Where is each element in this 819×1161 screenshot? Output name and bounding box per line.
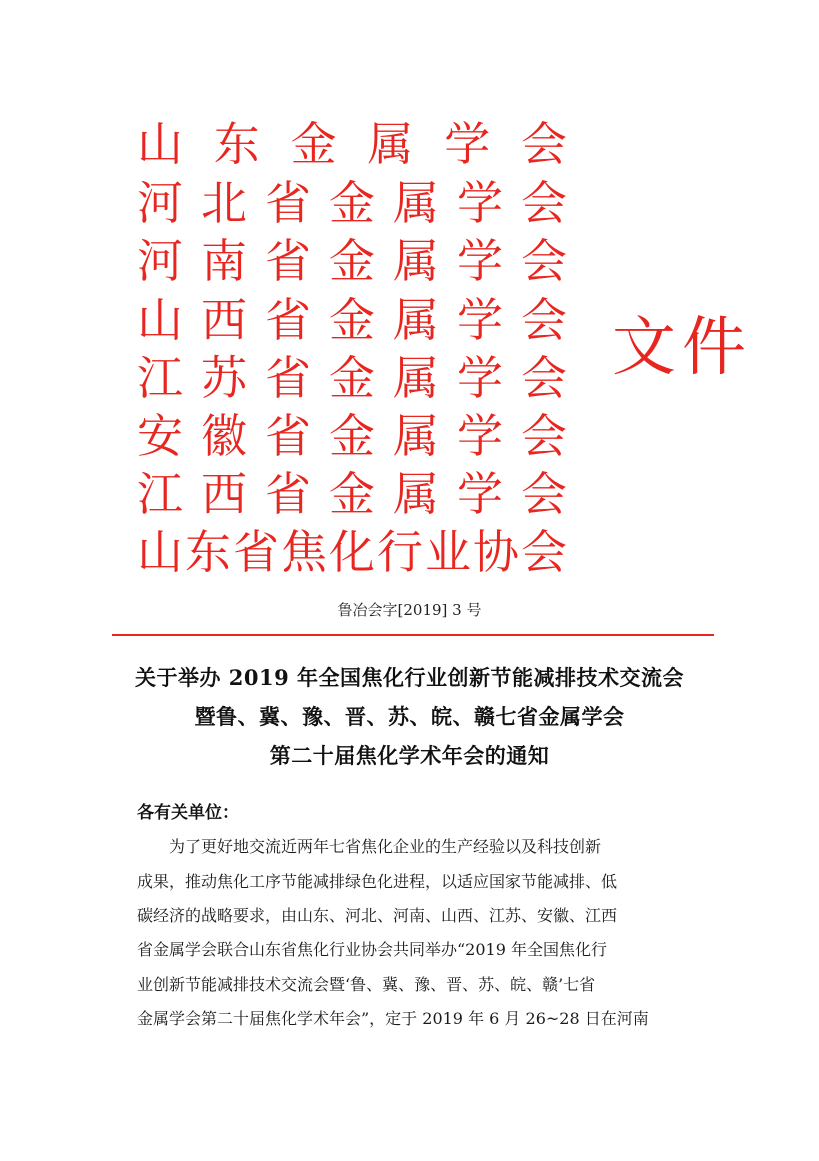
org-char: 属 <box>393 176 439 230</box>
org-char: 会 <box>521 293 567 347</box>
org-char: 省 <box>265 467 311 521</box>
org-char: 西 <box>201 467 247 521</box>
org-name-3 <box>137 294 567 346</box>
org-name-7 <box>137 526 567 578</box>
org-char: 徽 <box>201 409 247 463</box>
org-char: 东 <box>213 117 260 171</box>
org-char: 山 <box>137 525 183 579</box>
org-char: 山 <box>137 293 183 347</box>
org-char: 省 <box>265 234 311 288</box>
org-char: 会 <box>521 176 567 230</box>
org-char: 属 <box>367 117 414 171</box>
org-name-4 <box>137 352 567 404</box>
document-number: 鲁冶会字[2019] 3 号 <box>337 601 482 619</box>
document-label-char: 件 <box>682 311 746 385</box>
org-name-6 <box>137 468 567 520</box>
org-char: 省 <box>265 351 311 405</box>
body-line: 成果，推动焦化工序节能减排绿色化进程，以适应国家节能减排、低 <box>137 872 618 891</box>
org-char: 学 <box>457 409 503 463</box>
org-char: 东 <box>185 525 231 579</box>
org-name-1 <box>137 177 567 229</box>
body-line: 省金属学会联合山东省焦化行业协会共同举办“2019 年全国焦化行 <box>137 940 607 959</box>
org-char: 省 <box>265 293 311 347</box>
org-char: 会 <box>521 409 567 463</box>
org-char: 金 <box>329 293 375 347</box>
org-char: 山 <box>137 117 183 171</box>
body-line: 碳经济的战略要求，由山东、河北、河南、山西、江苏、安徽、江西 <box>137 906 618 925</box>
org-name-5 <box>137 410 567 462</box>
org-char: 学 <box>457 467 503 521</box>
org-char: 属 <box>393 409 439 463</box>
org-char: 江 <box>137 467 183 521</box>
org-char: 金 <box>329 176 375 230</box>
org-char: 学 <box>457 351 503 405</box>
body-line: 业创新节能减排技术交流会暨‘鲁、冀、豫、晋、苏、皖、赣’七省 <box>137 975 596 994</box>
document-label-char: 文 <box>612 311 676 385</box>
org-char: 会 <box>520 117 567 171</box>
org-char: 苏 <box>201 351 247 405</box>
org-char: 学 <box>457 234 503 288</box>
org-char: 河 <box>137 176 183 230</box>
org-char: 江 <box>137 351 183 405</box>
org-char: 会 <box>521 351 567 405</box>
org-char: 金 <box>329 234 375 288</box>
org-char: 焦 <box>281 525 327 579</box>
org-char: 安 <box>137 409 183 463</box>
org-char: 属 <box>393 234 439 288</box>
org-char: 会 <box>521 525 567 579</box>
red-divider <box>112 634 714 636</box>
org-char: 学 <box>457 176 503 230</box>
org-char: 金 <box>329 351 375 405</box>
body-line: 金属学会第二十届焦化学术年会”，定于 2019 年 6 月 26~28 日在河南 <box>137 1009 649 1028</box>
org-char: 属 <box>393 293 439 347</box>
salutation: 各有关单位： <box>137 803 239 823</box>
org-char: 属 <box>393 467 439 521</box>
org-name-2 <box>137 235 567 287</box>
org-char: 金 <box>329 467 375 521</box>
body-line: 为了更好地交流近两年七省焦化企业的生产经验以及科技创新 <box>137 837 602 856</box>
org-char: 会 <box>521 467 567 521</box>
org-char: 金 <box>329 409 375 463</box>
org-name-0 <box>137 118 567 170</box>
org-char: 北 <box>201 176 247 230</box>
org-char: 学 <box>444 117 491 171</box>
org-char: 河 <box>137 234 183 288</box>
org-char: 省 <box>265 409 311 463</box>
org-char: 南 <box>201 234 247 288</box>
notice-title-line: 关于举办 2019 年全国焦化行业创新节能减排技术交流会 <box>134 665 685 690</box>
org-char: 学 <box>457 293 503 347</box>
notice-title-line: 暨鲁、冀、豫、晋、苏、皖、赣七省金属学会 <box>194 704 625 729</box>
org-char: 行 <box>377 525 423 579</box>
org-char: 业 <box>425 525 471 579</box>
org-char: 省 <box>265 176 311 230</box>
org-char: 金 <box>290 117 337 171</box>
org-char: 协 <box>473 525 519 579</box>
org-char: 省 <box>233 525 279 579</box>
org-char: 西 <box>201 293 247 347</box>
org-char: 会 <box>521 234 567 288</box>
document-label <box>612 313 746 383</box>
org-char: 化 <box>329 525 375 579</box>
org-char: 属 <box>393 351 439 405</box>
notice-title-line: 第二十届焦化学术年会的通知 <box>269 743 550 768</box>
